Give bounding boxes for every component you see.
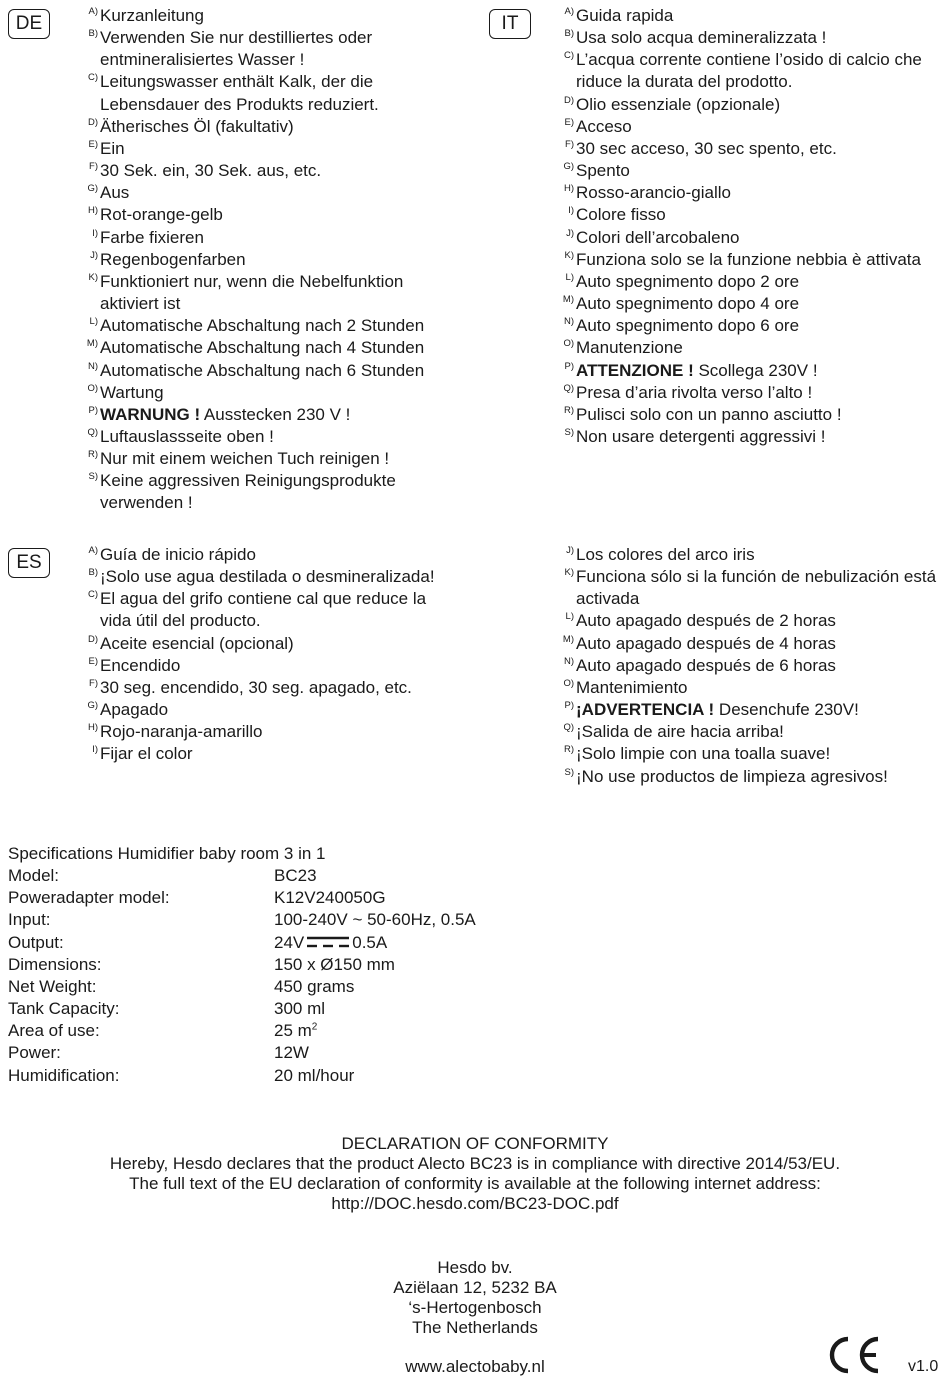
output-current: 0.5A: [352, 932, 388, 952]
item-letter: K): [564, 249, 574, 261]
item-text: Fijar el color: [100, 744, 193, 764]
item-letter: J): [566, 227, 574, 239]
item-text: Automatische Abschaltung nach 4 Stunden: [100, 338, 425, 358]
item-text: [576, 699, 946, 721]
instruction-item: [484, 249, 946, 271]
instruction-item: [8, 426, 458, 448]
instruction-item: [484, 160, 946, 182]
lang-badge-it: IT: [489, 9, 531, 39]
item-text: ¡Solo use agua destilada o desmineralizada!: [100, 567, 435, 587]
instruction-item: [484, 404, 946, 426]
item-text: Keine aggressiven Reinigungsprodukte verwenden !: [100, 471, 396, 513]
spec-label: Humidification:: [8, 1065, 120, 1085]
declaration-url[interactable]: http://DOC.hesdo.com/BC23-DOC.pdf: [331, 1193, 619, 1213]
item-text: Colore fisso: [576, 205, 666, 225]
instruction-item: [8, 5, 458, 27]
item-text: Auto apagado después de 4 horas: [576, 633, 836, 653]
instruction-item: [484, 610, 946, 632]
instruction-item: [8, 182, 458, 204]
output-voltage: 24V: [274, 932, 305, 952]
area-value: 25 m: [274, 1021, 312, 1041]
item-letter: L): [565, 611, 574, 623]
item-letter: O): [563, 677, 574, 689]
warning-text: Scollega 230V !: [693, 360, 818, 380]
item-letter: D): [87, 633, 98, 645]
es-instructions-right: [484, 544, 946, 788]
item-letter: L): [89, 316, 98, 328]
item-text: Rojo-naranja-amarillo: [100, 722, 263, 742]
instruction-item: [8, 404, 458, 426]
city: ‘s-Hertogenbosch: [408, 1297, 542, 1317]
item-letter: I): [92, 744, 98, 756]
instruction-item: [8, 249, 458, 271]
warning-label: ATTENZIONE !: [576, 360, 694, 380]
dc-current-icon: [306, 936, 350, 948]
version-label: v1.0: [908, 1358, 939, 1375]
item-letter: R): [87, 449, 98, 461]
spec-value: [274, 1020, 608, 1042]
item-letter: P): [564, 360, 574, 372]
instruction-item: [8, 633, 458, 655]
instruction-item: [8, 227, 458, 249]
item-letter: A): [88, 6, 98, 17]
item-letter: B): [564, 28, 574, 40]
item-letter: G): [563, 161, 574, 173]
item-letter: D): [563, 94, 574, 106]
item-text: 30 sec acceso, 30 sec spento, etc.: [576, 138, 837, 158]
instruction-item: [484, 94, 946, 116]
street: Aziëlaan 12, 5232 BA: [393, 1277, 557, 1297]
item-letter: H): [87, 205, 98, 217]
item-text: Non usare detergenti aggressivi !: [576, 426, 826, 446]
instruction-item: [484, 360, 946, 382]
instruction-item: [8, 544, 458, 566]
item-letter: F): [565, 138, 574, 150]
instruction-item: [484, 315, 946, 337]
item-letter: R): [563, 744, 574, 756]
website-link[interactable]: www.alectobaby.nl: [405, 1357, 545, 1376]
spec-row-area: [8, 1020, 608, 1042]
item-text: Regenbogenfarben: [100, 249, 246, 269]
instruction-item: [484, 271, 946, 293]
spec-label: Power:: [8, 1043, 61, 1063]
item-letter: B): [88, 28, 98, 40]
item-text: 30 Sek. ein, 30 Sek. aus, etc.: [100, 161, 322, 181]
item-text: Mantenimiento: [576, 677, 688, 697]
specs-title: Specifications Humidifier baby room 3 in 1: [8, 844, 326, 863]
instruction-item: [484, 382, 946, 404]
item-letter: P): [564, 700, 574, 712]
item-text: [576, 360, 946, 382]
instruction-item: [8, 677, 458, 699]
item-text: Kurzanleitung: [100, 6, 204, 25]
item-text: 30 seg. encendido, 30 seg. apagado, etc.: [100, 677, 412, 697]
spec-value: K12V240050G: [274, 888, 386, 908]
item-letter: N): [87, 360, 98, 372]
item-text: ¡No use productos de limpieza agresivos!: [576, 766, 888, 786]
item-text: Ätherisches Öl (fakultativ): [100, 116, 294, 136]
instruction-item: [484, 743, 946, 765]
item-text: Spento: [576, 161, 630, 181]
instruction-item: [8, 138, 458, 160]
item-letter: B): [88, 567, 98, 579]
item-text: Manutenzione: [576, 338, 683, 358]
item-text: Auto spegnimento dopo 6 ore: [576, 316, 800, 336]
instruction-item: [8, 71, 458, 115]
declaration-of-conformity: [0, 1134, 950, 1214]
spec-value: 20 ml/hour: [274, 1065, 355, 1085]
lang-badge-de: DE: [8, 9, 50, 39]
country: The Netherlands: [412, 1317, 538, 1337]
warning-text: Ausstecken 230 V !: [200, 404, 351, 424]
instruction-item: [484, 699, 946, 721]
spec-label: Output:: [8, 932, 64, 952]
spec-value: [274, 932, 608, 954]
item-letter: C): [563, 50, 574, 62]
item-text: Auto spegnimento dopo 4 ore: [576, 294, 800, 314]
instruction-item: [484, 204, 946, 226]
spec-row-output: [8, 932, 608, 954]
item-text: Olio essenziale (opzionale): [576, 94, 781, 114]
spec-row-model: [8, 865, 608, 887]
item-letter: R): [563, 404, 574, 416]
instruction-item: [8, 588, 458, 632]
item-text: L’acqua corrente contiene l’osido di calcio che riduce la durata del prodotto.: [576, 50, 922, 92]
spec-label: Model:: [8, 866, 60, 886]
item-letter: E): [88, 655, 98, 667]
instruction-item: [8, 743, 458, 765]
instruction-item: [484, 677, 946, 699]
item-letter: K): [88, 271, 98, 283]
instruction-item: [8, 204, 458, 226]
item-text: Acceso: [576, 116, 632, 136]
item-letter: S): [88, 471, 98, 483]
item-text: Farbe fixieren: [100, 227, 204, 247]
item-text: Guía de inicio rápido: [100, 545, 256, 564]
specifications: [8, 843, 608, 1087]
area-superscript: 2: [311, 1021, 318, 1033]
item-text: Nur mit einem weichen Tuch reinigen !: [100, 449, 390, 469]
spec-value: 12W: [274, 1043, 309, 1063]
instruction-item: [484, 116, 946, 138]
instruction-item: [8, 470, 458, 514]
spec-value: 100-240V ~ 50-60Hz, 0.5A: [274, 910, 476, 930]
spec-value: 450 grams: [274, 976, 355, 996]
item-text: Ein: [100, 138, 125, 158]
item-text: Apagado: [100, 700, 169, 720]
item-text: Guida rapida: [576, 6, 674, 25]
item-letter: D): [87, 116, 98, 128]
spec-label: Input:: [8, 910, 51, 930]
item-letter: I): [568, 205, 574, 217]
instruction-item: [8, 116, 458, 138]
item-text: Presa d’aria rivolta verso l’alto !: [576, 382, 813, 402]
instruction-item: [484, 293, 946, 315]
instruction-item: [8, 337, 458, 359]
spec-row-humidification: [8, 1065, 608, 1087]
instruction-item: [484, 633, 946, 655]
item-letter: O): [563, 338, 574, 350]
spec-row-weight: [8, 976, 608, 998]
declaration-line-1: Hereby, Hesdo declares that the product Alecto BC23 is in compliance with directive 2014/53/EU.: [109, 1153, 841, 1173]
item-text: Leitungswasser enthält Kalk, der die Lebensdauer des Produkts reduziert.: [100, 72, 379, 114]
item-letter: L): [565, 271, 574, 283]
instruction-item: [484, 426, 946, 448]
item-text: Encendido: [100, 655, 181, 675]
spec-label: Poweradapter model:: [8, 888, 170, 908]
instruction-item: [8, 271, 458, 315]
es-instructions-left: [8, 544, 458, 766]
item-text: Colori dell’arcobaleno: [576, 227, 740, 247]
company-address: [0, 1258, 950, 1338]
spec-row-power: [8, 1042, 608, 1064]
lang-badge-es: ES: [8, 548, 50, 578]
item-letter: S): [564, 766, 574, 778]
spec-row-tank: [8, 998, 608, 1020]
item-text: Aceite esencial (opcional): [100, 633, 294, 653]
instruction-item: [8, 382, 458, 404]
item-letter: H): [87, 722, 98, 734]
item-letter: S): [564, 426, 574, 438]
instruction-item: [484, 138, 946, 160]
instruction-item: [484, 182, 946, 204]
spec-value: 300 ml: [274, 999, 326, 1019]
spec-row-adapter: [8, 887, 608, 909]
instruction-item: [8, 360, 458, 382]
item-letter: O): [87, 382, 98, 394]
instruction-item: [8, 27, 458, 71]
item-letter: F): [89, 677, 98, 689]
item-letter: A): [564, 6, 574, 17]
warning-label: ¡ADVERTENCIA !: [576, 700, 715, 720]
spec-label: Dimensions:: [8, 954, 102, 974]
item-text: Rosso-arancio-giallo: [576, 183, 731, 203]
item-letter: F): [89, 161, 98, 173]
item-letter: C): [87, 72, 98, 84]
declaration-title: DECLARATION OF CONFORMITY: [341, 1134, 609, 1153]
item-letter: P): [88, 404, 98, 416]
de-instructions: [8, 5, 458, 515]
item-letter: E): [88, 138, 98, 150]
item-letter: Q): [87, 426, 98, 438]
spec-label: Area of use:: [8, 1021, 100, 1041]
item-letter: J): [90, 249, 98, 261]
item-letter: Q): [563, 382, 574, 394]
item-letter: M): [562, 633, 574, 645]
item-letter: N): [563, 316, 574, 328]
item-text: Funciona sólo si la función de nebulización está activada: [576, 567, 937, 609]
item-text: Funziona solo se la funzione nebbia è attivata: [576, 249, 921, 269]
declaration-line-2: The full text of the EU declaration of conformity is available at the following internet address:: [129, 1173, 821, 1193]
item-letter: M): [562, 294, 574, 306]
spec-label: Tank Capacity:: [8, 999, 120, 1019]
item-text: [100, 404, 458, 426]
instruction-item: [484, 5, 946, 27]
instruction-item: [8, 721, 458, 743]
item-text: Automatische Abschaltung nach 6 Stunden: [100, 360, 425, 380]
item-text: Pulisci solo con un panno asciutto !: [576, 404, 842, 424]
instruction-item: [484, 721, 946, 743]
instruction-item: [484, 227, 946, 249]
item-text: Auto spegnimento dopo 2 ore: [576, 271, 800, 291]
item-text: Rot-orange-gelb: [100, 205, 223, 225]
instruction-item: [484, 655, 946, 677]
item-text: ¡Solo limpie con una toalla suave!: [576, 744, 831, 764]
instruction-item: [8, 448, 458, 470]
instruction-item: [8, 699, 458, 721]
instruction-item: [8, 160, 458, 182]
item-text: Los colores del arco iris: [576, 545, 755, 564]
spec-row-dimensions: [8, 954, 608, 976]
instruction-item: [8, 566, 458, 588]
item-text: Verwenden Sie nur destilliertes oder entmineralisiertes Wasser !: [100, 28, 373, 70]
item-letter: K): [564, 567, 574, 579]
instruction-item: [8, 655, 458, 677]
instruction-item: [484, 49, 946, 93]
item-text: Automatische Abschaltung nach 2 Stunden: [100, 316, 425, 336]
item-text: Funktioniert nur, wenn die Nebelfunktion aktiviert ist: [100, 271, 404, 314]
instruction-item: [484, 544, 946, 566]
spec-row-input: [8, 909, 608, 931]
instruction-item: [484, 566, 946, 610]
item-text: Wartung: [100, 382, 164, 402]
item-text: Auto apagado después de 2 horas: [576, 611, 836, 631]
ce-mark-icon: [826, 1336, 882, 1374]
item-text: Auto apagado después de 6 horas: [576, 655, 836, 675]
item-letter: M): [86, 338, 98, 350]
item-letter: G): [87, 700, 98, 712]
item-letter: J): [566, 545, 574, 556]
item-letter: G): [87, 183, 98, 195]
company-name: Hesdo bv.: [437, 1258, 513, 1277]
item-letter: C): [87, 589, 98, 601]
item-text: Aus: [100, 183, 130, 203]
item-text: Luftauslassseite oben !: [100, 426, 274, 446]
warning-text: Desenchufe 230V!: [714, 700, 859, 720]
item-text: Usa solo acqua demineralizzata !: [576, 28, 827, 48]
instruction-item: [484, 27, 946, 49]
item-letter: Q): [563, 722, 574, 734]
item-letter: A): [88, 545, 98, 556]
instruction-item: [8, 315, 458, 337]
item-text: ¡Salida de aire hacia arriba!: [576, 722, 784, 742]
item-letter: N): [563, 655, 574, 667]
spec-value: 150 x Ø150 mm: [274, 954, 395, 974]
spec-label: Net Weight:: [8, 976, 97, 996]
warning-label: WARNUNG !: [100, 404, 201, 424]
it-instructions: [484, 5, 946, 448]
item-letter: E): [564, 116, 574, 128]
spec-value: BC23: [274, 866, 317, 886]
item-text: El agua del grifo contiene cal que reduce la vida útil del producto.: [100, 589, 427, 631]
item-letter: I): [92, 227, 98, 239]
item-letter: H): [563, 183, 574, 195]
instruction-item: [484, 337, 946, 359]
instruction-item: [484, 766, 946, 788]
